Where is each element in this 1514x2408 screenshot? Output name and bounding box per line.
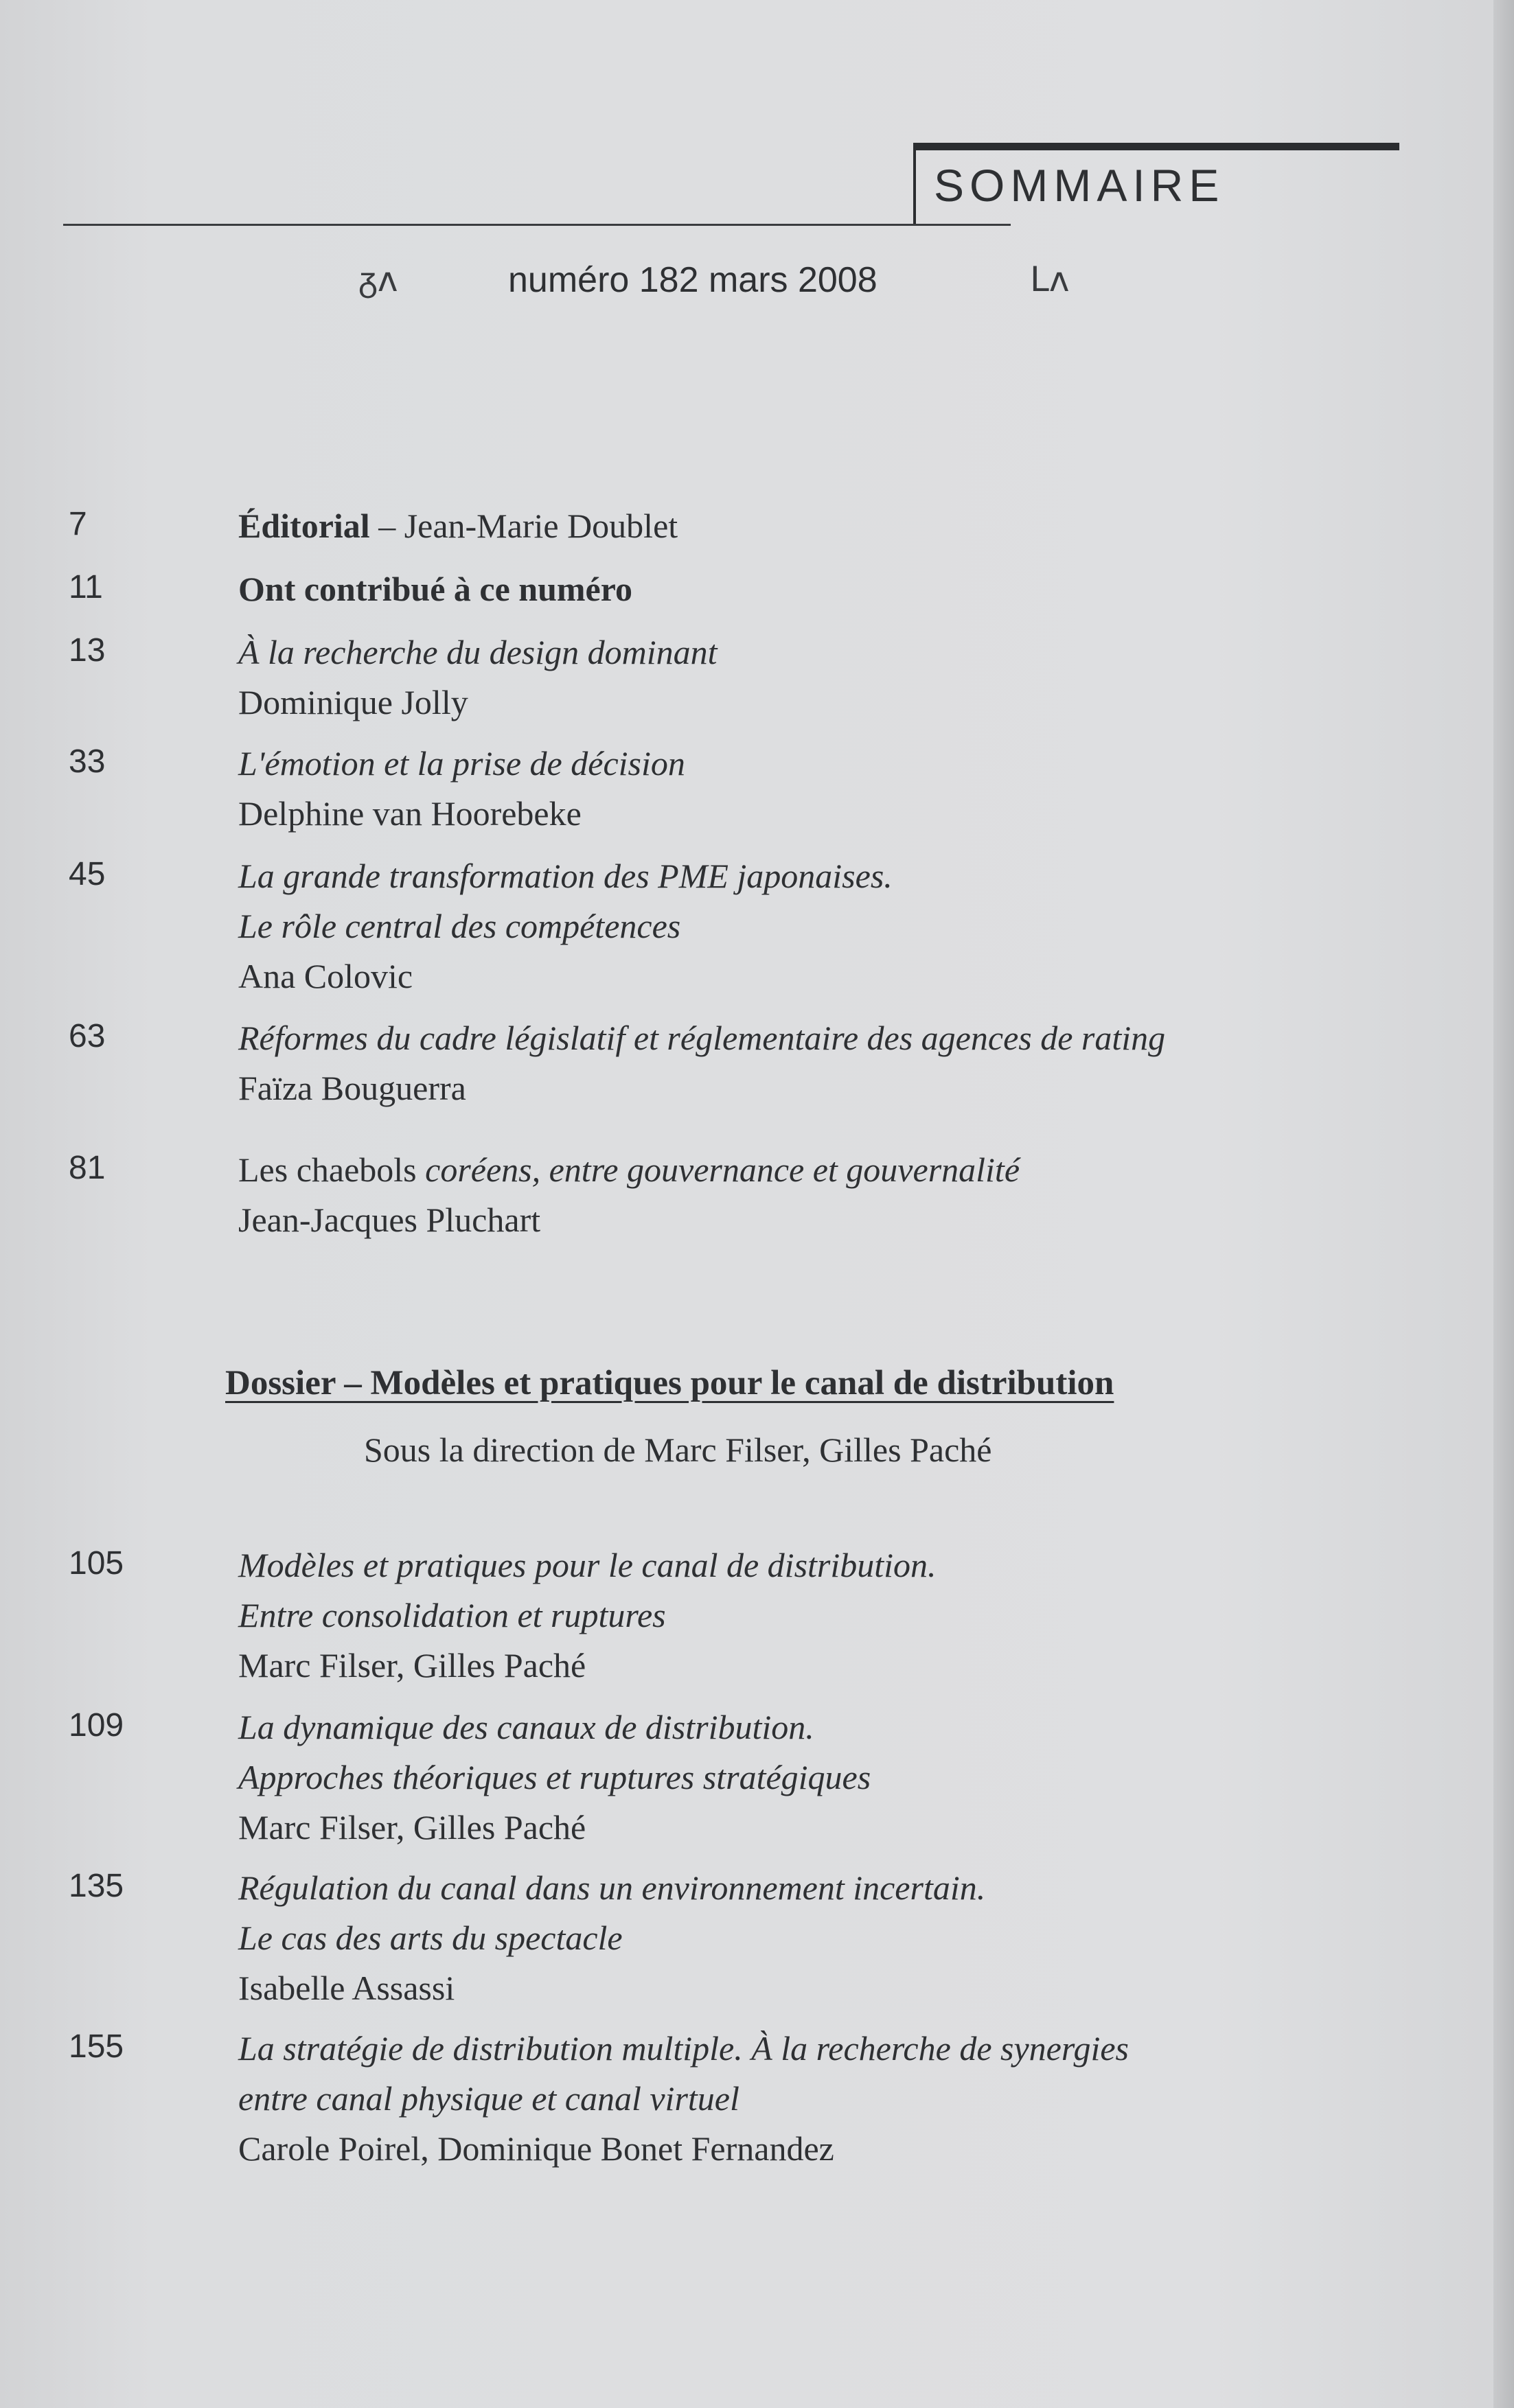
page-number: 105 xyxy=(69,1545,124,1582)
entry-author: Ana Colovic xyxy=(238,957,413,995)
entry-title: Ont contribué à ce numéro xyxy=(238,570,633,608)
entry-title: La grande transformation des PME japonaises. xyxy=(238,857,893,895)
header-thick-rule xyxy=(913,143,1399,150)
entry-title: Réformes du cadre législatif et réglementaire des agences de rating xyxy=(238,1019,1166,1057)
page-number: 11 xyxy=(69,569,103,605)
entry-author: Jean-Jacques Pluchart xyxy=(238,1201,541,1239)
entry-author: Dominique Jolly xyxy=(238,683,468,721)
entry-author: Marc Filser, Gilles Paché xyxy=(238,1646,586,1685)
entry-title-cont: Le rôle central des compétences xyxy=(238,907,681,945)
entry-author: Carole Poirel, Dominique Bonet Fernandez xyxy=(238,2129,834,2168)
entry-title: Éditorial xyxy=(238,507,370,545)
page-number: 155 xyxy=(69,2028,124,2065)
page-number: 63 xyxy=(69,1018,106,1054)
entry-author: Faïza Bouguerra xyxy=(238,1069,466,1107)
entry-title-cont: Entre consolidation et ruptures xyxy=(238,1596,666,1634)
page-number: 81 xyxy=(69,1150,106,1186)
entry-title-cont: entre canal physique et canal virtuel xyxy=(238,2079,739,2118)
entry-title: À la recherche du design dominant xyxy=(238,633,718,671)
entry-title: Les chaebols xyxy=(238,1150,426,1189)
page-edge-shadow xyxy=(1493,0,1514,2408)
entry-title-cont: Approches théoriques et ruptures stratégiques xyxy=(238,1758,871,1796)
page-number: 33 xyxy=(69,743,106,780)
handwritten-annotation-left: ᵹʌ xyxy=(358,259,398,299)
entry-author: Isabelle Assassi xyxy=(238,1969,455,2007)
entry-title-cont: Le cas des arts du spectacle xyxy=(238,1919,623,1957)
page-number: 7 xyxy=(69,506,87,542)
page-number: 13 xyxy=(69,632,106,669)
header-vertical-rule xyxy=(913,143,916,225)
entry-title: L'émotion et la prise de décision xyxy=(238,744,685,783)
page-number: 109 xyxy=(69,1707,124,1744)
entry-title: Modèles et pratiques pour le canal de distribution. xyxy=(238,1546,937,1584)
page-title: SOMMAIRE xyxy=(934,160,1225,211)
dossier-title: Dossier – Modèles et pratiques pour le canal de distribution xyxy=(225,1364,1114,1402)
dossier-subtitle: Sous la direction de Marc Filser, Gilles Paché xyxy=(364,1431,992,1469)
entry-title: Régulation du canal dans un environnement incertain. xyxy=(238,1868,986,1907)
entry-author: – Jean-Marie Doublet xyxy=(369,507,678,545)
entry-title-italic: coréens, entre gouvernance et gouvernalité xyxy=(425,1150,1020,1189)
header-thin-rule xyxy=(63,224,1011,226)
page-number: 45 xyxy=(69,856,106,892)
entry-title: La dynamique des canaux de distribution. xyxy=(238,1708,814,1746)
entry-title: La stratégie de distribution multiple. À la recherche de synergies xyxy=(238,2029,1129,2068)
page-number: 135 xyxy=(69,1868,124,1904)
entry-author: Delphine van Hoorebeke xyxy=(238,794,582,833)
issue-line: numéro 182 mars 2008 xyxy=(508,260,878,300)
handwritten-annotation-right: ᒪʌ xyxy=(1030,259,1070,299)
entry-author: Marc Filser, Gilles Paché xyxy=(238,1808,586,1846)
